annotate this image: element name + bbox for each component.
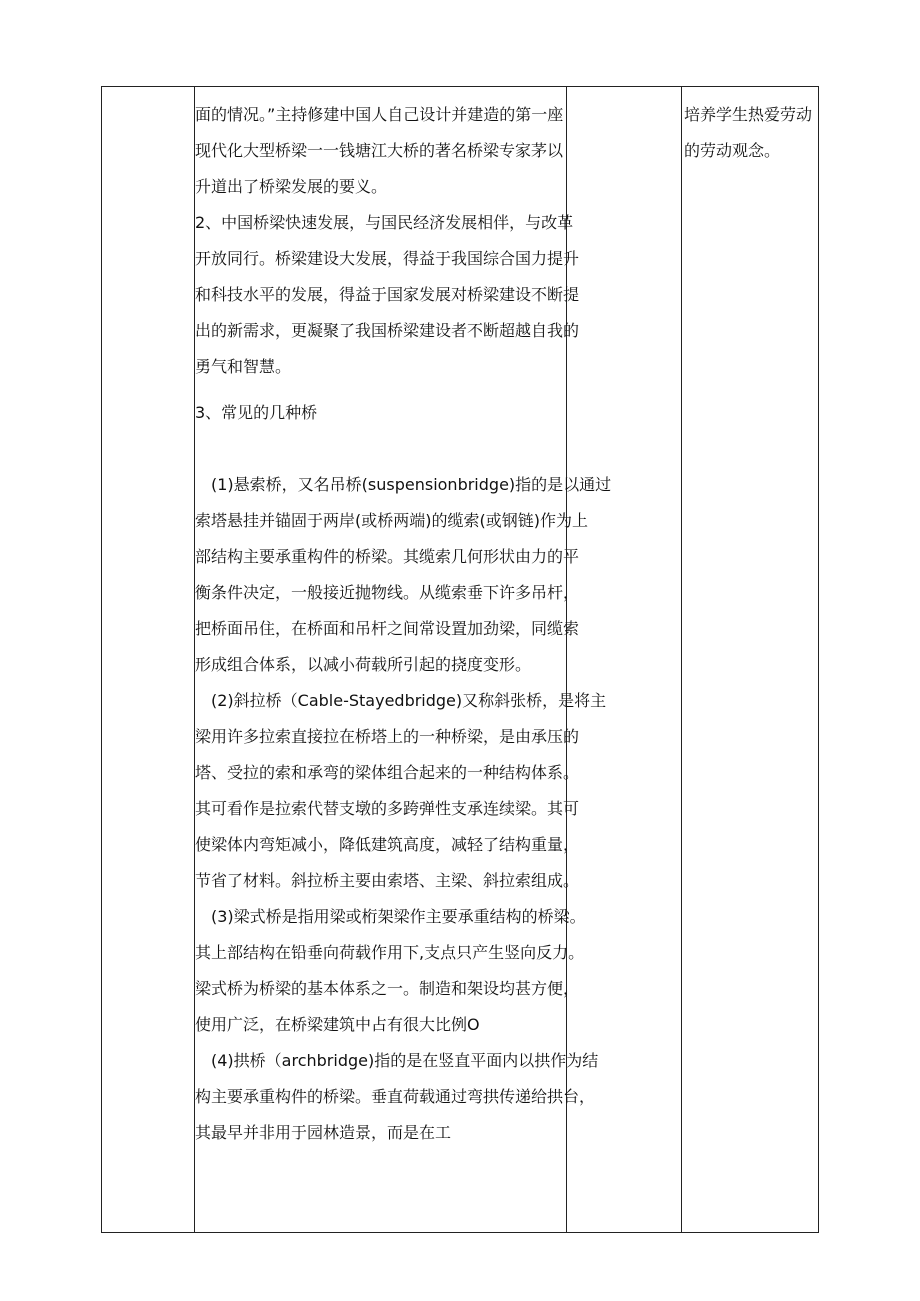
text-line: 的劳动观念。 — [684, 141, 781, 160]
text-line: 出的新需求，更凝聚了我国桥梁建设者不断超越自我的 — [195, 321, 580, 340]
column-divider — [681, 87, 682, 1232]
text-line: 2、中国桥梁快速发展，与国民经济发展相伴，与改革 — [195, 213, 574, 232]
text-line: 形成组合体系，以减小荷载所引起的挠度变形。 — [195, 655, 532, 674]
lesson-table — [101, 86, 819, 1233]
text-line: 塔、受拉的索和承弯的梁体组合起来的一种结构体系。 — [195, 763, 580, 782]
text-line: 面的情况。”主持修建中国人自己设计并建造的第一座 — [195, 105, 564, 124]
text-line: 开放同行。桥梁建设大发展，得益于我国综合国力提升 — [195, 249, 580, 268]
text-line: 把桥面吊住，在桥面和吊杆之间常设置加劲梁，同缆索 — [195, 619, 580, 638]
text-line: (2)斜拉桥（Cable-Stayedbridge)又称斜张桥，是将主 — [211, 691, 607, 710]
text-line: 梁用许多拉索直接拉在桥塔上的一种桥梁，是由承压的 — [195, 727, 580, 746]
goal-cell — [684, 97, 814, 169]
text-line: (4)拱桥（archbridge)指的是在竖直平面内以拱作为结 — [211, 1051, 599, 1070]
text-line: 构主要承重构件的桥梁。垂直荷载通过弯拱传递给拱台， — [195, 1087, 596, 1106]
text-line: 衡条件决定，一般接近抛物线。从缆索垂下许多吊杆， — [195, 583, 580, 602]
text-line: 现代化大型桥梁一一钱塘江大桥的著名桥梁专家茅以 — [195, 141, 564, 160]
text-line: 和科技水平的发展，得益于国家发展对桥梁建设不断提 — [195, 285, 580, 304]
text-line: (3)梁式桥是指用梁或桁架梁作主要承重结构的桥梁。 — [211, 907, 586, 926]
text-line: 其上部结构在铅垂向荷载作用下,支点只产生竖向反力。 — [195, 943, 585, 962]
text-line: 其最早并非用于园林造景，而是在工 — [195, 1123, 452, 1142]
text-line: 使用广泛，在桥梁建筑中占有很大比例O — [195, 1015, 480, 1034]
text-line: 培养学生热爱劳动 — [684, 105, 813, 124]
text-line: (1)悬索桥，又名吊桥(suspensionbridge)指的是以通过 — [211, 475, 612, 494]
text-line: 其可看作是拉索代替支墩的多跨弹性支承连续梁。其可 — [195, 799, 580, 818]
text-line: 节省了材料。斜拉桥主要由索塔、主梁、斜拉索组成。 — [195, 871, 580, 890]
text-line: 升道出了桥梁发展的要义。 — [195, 177, 388, 196]
section-heading: 3、常见的几种桥 — [195, 403, 318, 422]
content-cell — [195, 97, 612, 1151]
text-line: 部结构主要承重构件的桥梁。其缆索几何形状由力的平 — [195, 547, 580, 566]
text-line: 使梁体内弯矩减小，降低建筑高度，减轻了结构重量， — [195, 835, 580, 854]
text-line: 梁式桥为桥梁的基本体系之一。制造和架设均甚方便， — [195, 979, 580, 998]
text-line: 勇气和智慧。 — [195, 357, 292, 376]
text-line: 索塔悬挂并锚固于两岸(或桥两端)的缆索(或钢链)作为上 — [195, 511, 588, 530]
